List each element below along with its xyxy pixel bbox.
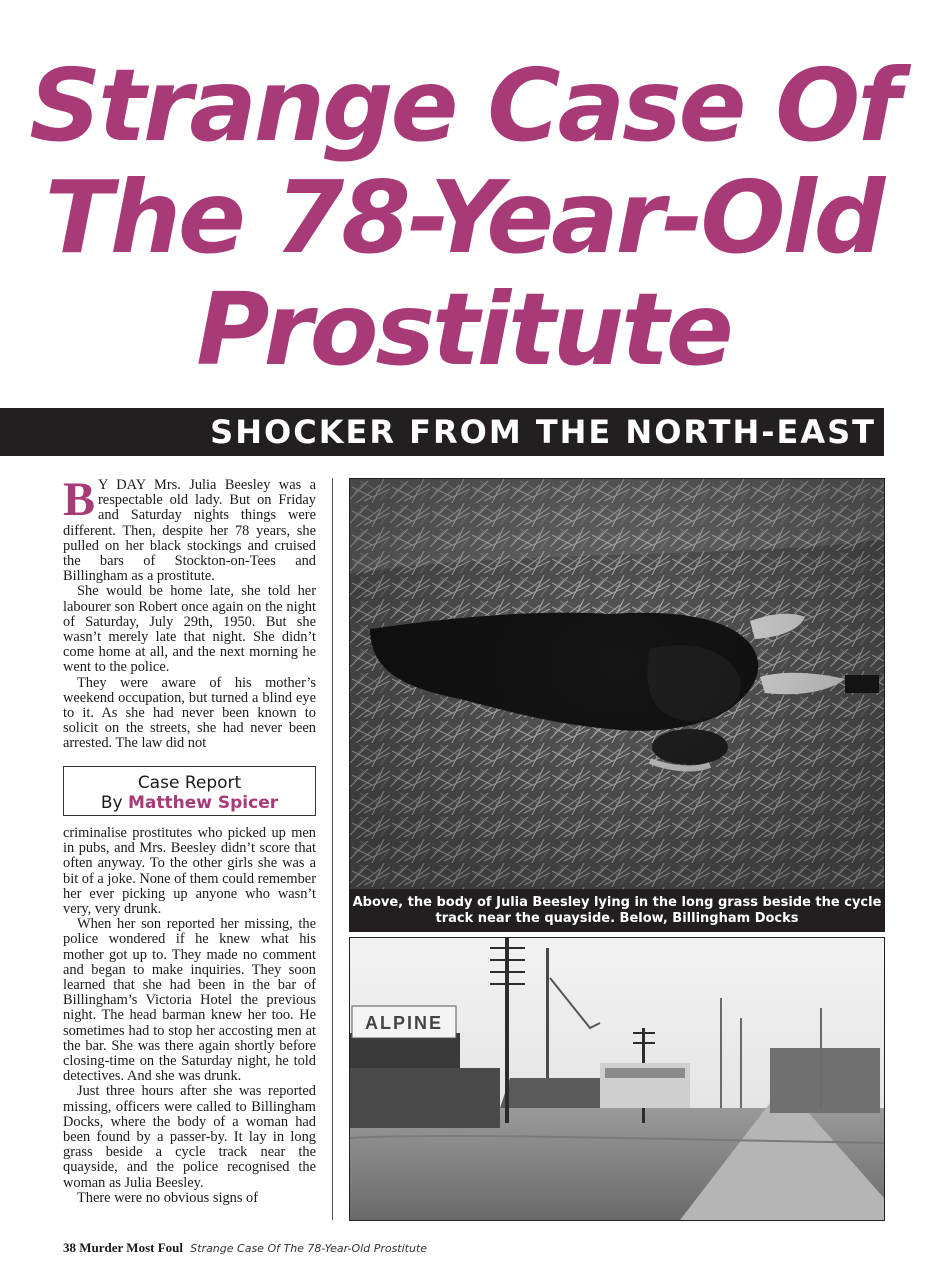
byline-author-line [64, 793, 315, 813]
grass-photo-illustration [350, 479, 884, 889]
page-number: 38 [63, 1240, 76, 1255]
subheading-banner [0, 408, 884, 456]
publication-name: Murder Most Foul [79, 1240, 183, 1255]
article-paragraph: criminalise prostitutes who picked up men in pubs, and Mrs. Beesley didn’t score that often anyway. To the other girls she was a bit of a joke. None of them could remember her ever picking up anyone who wasn’t very, very drunk. [63, 825, 316, 918]
headline [0, 47, 927, 388]
column-divider [332, 478, 333, 1220]
subheading-text: SHOCKER FROM THE NORTH-EAST [210, 413, 876, 451]
photo-caption: Above, the body of Julia Beesley lying in the long grass beside the cycle track near the quayside. Below, Billingham Docks [349, 890, 885, 932]
headline-line-2: The 78-Year-Old [44, 159, 883, 276]
alpine-sign: ALPINE [364, 1013, 444, 1033]
byline-by: By [100, 793, 123, 813]
headline-line-3: Prostitute [196, 271, 731, 388]
footer-article-title: Strange Case Of The 78-Year-Old Prostitute [190, 1242, 428, 1255]
article-column-1 [63, 473, 316, 752]
page-footer [63, 1240, 427, 1256]
article-paragraph: B Y DAY Mrs. Julia Beesley was a respectable old lady. But on Friday and Saturday nights things were different. Then, despite her 78 years, she pulled on her black stockings and cruised the bars of Stockton-on-Tees and Billingham as a prostitute. [63, 473, 316, 585]
byline-label: Case Report [137, 773, 242, 793]
photo-body-in-grass [349, 478, 885, 890]
article-paragraph: There were no obvious signs of [77, 1189, 259, 1206]
article-paragraph: When her son reported her missing, the police wondered if he knew what his mother got up to. They made no comment and began to make inquiries. They soon learned that she had been in the bar of Billingham’s Victoria Hotel the previous night. The head barman knew her too. He sometimes had to stop her accosting men at the bar. She was there again shortly before closing-time on the Saturday night, he told detectives. And she was drunk. [63, 916, 316, 1085]
article-paragraph: They were aware of his mother’s weekend occupation, but turned a blind eye to it. As she had never been known to solicit on the streets, she had never been arrested. The law did not [63, 674, 316, 752]
article-paragraph: She would be home late, she told her labourer son Robert once again on the night of Saturday, July 29th, 1950. But she wasn’t merely late that night. She didn’t come home at all, and the next morning he went to the police. [63, 583, 316, 676]
photo-billingham-docks [349, 937, 885, 1221]
byline-author: Matthew Spicer [128, 793, 279, 813]
drop-cap: B [63, 473, 96, 526]
article-column-2 [63, 826, 316, 1206]
docks-photo-illustration [350, 938, 884, 1220]
byline-box [63, 766, 316, 816]
article-paragraph: Just three hours after she was reported missing, officers were called to Billingham Docks, where the body of a woman had been found by a passer-by. It lay in long grass beside a cycle track near the quayside, and the police recognised the woman as Julia Beesley. [63, 1083, 316, 1191]
headline-line-1: Strange Case Of [29, 47, 898, 164]
